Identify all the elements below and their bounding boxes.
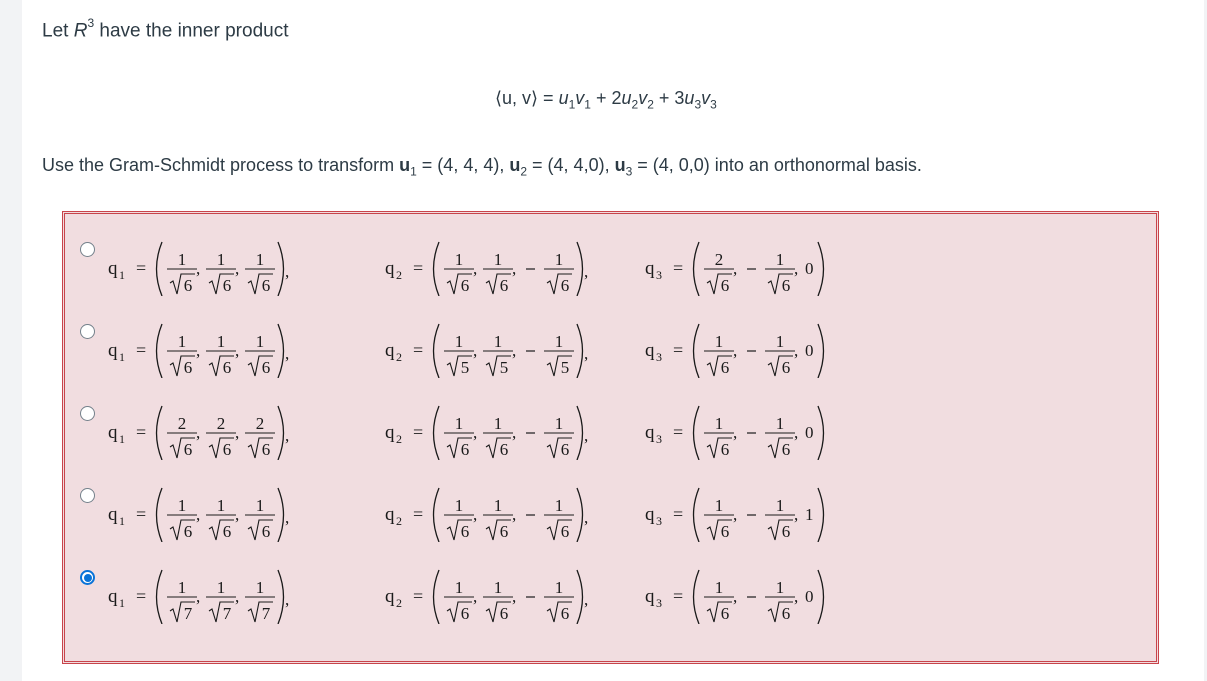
- comma: ,: [794, 341, 799, 360]
- comma: ,: [794, 587, 799, 606]
- denominator: 6: [720, 358, 730, 377]
- numerator: 1: [255, 578, 265, 597]
- left-paren: [157, 324, 163, 378]
- inner-product-formula: ⟨u, v⟩ = $u_1v_1 + 2u_2v_2 + 3u_3v_3$: [495, 88, 717, 112]
- equals-sign: =: [413, 504, 424, 524]
- left-paren: [157, 242, 163, 296]
- q2-label: q: [385, 340, 395, 361]
- q1-label: q: [108, 258, 118, 279]
- comma: ,: [512, 505, 517, 524]
- denominator: 6: [183, 440, 193, 459]
- q2-label: q: [385, 258, 395, 279]
- q1-component-3: [245, 414, 275, 459]
- comma: ,: [794, 505, 799, 524]
- denominator: 6: [261, 522, 271, 541]
- numerator: 2: [216, 414, 226, 433]
- numerator: 1: [216, 250, 226, 269]
- option-vectors: [105, 542, 865, 624]
- numerator: 1: [554, 250, 564, 269]
- q2-component-2: [483, 332, 513, 377]
- numerator: 1: [216, 496, 226, 515]
- answer-option-2[interactable]: [65, 296, 1156, 378]
- answer-option-4[interactable]: [65, 460, 1156, 542]
- right-paren: [278, 242, 284, 296]
- comma: ,: [196, 587, 201, 606]
- q1-component-1: [167, 250, 197, 295]
- numerator: 1: [177, 578, 187, 597]
- answer-option-1[interactable]: [65, 214, 1156, 296]
- comma: ,: [473, 259, 478, 278]
- left-paren: [434, 570, 440, 624]
- q2-subscript: 2: [396, 432, 402, 446]
- equals-sign: =: [673, 504, 684, 524]
- numerator: 1: [554, 414, 564, 433]
- denominator: 6: [720, 440, 730, 459]
- numerator: 1: [454, 250, 464, 269]
- comma: ,: [235, 505, 240, 524]
- numerator: 1: [493, 250, 503, 269]
- q2-component-3: [526, 250, 574, 295]
- numerator: 1: [454, 496, 464, 515]
- denominator: 6: [222, 440, 232, 459]
- left-paren: [434, 324, 440, 378]
- comma: ,: [512, 259, 517, 278]
- denominator: 6: [460, 522, 470, 541]
- right-paren: [818, 488, 824, 542]
- comma: ,: [794, 423, 799, 442]
- equals-sign: =: [136, 258, 147, 278]
- numerator: 1: [177, 496, 187, 515]
- q1-subscript: 1: [119, 514, 125, 528]
- comma: ,: [733, 587, 738, 606]
- comma: ,: [512, 423, 517, 442]
- denominator: 6: [781, 440, 791, 459]
- denominator: 6: [560, 604, 570, 623]
- q2-component-3: [526, 332, 574, 377]
- q1-subscript: 1: [119, 268, 125, 282]
- comma: ,: [235, 587, 240, 606]
- q3-component-3: 0: [805, 341, 814, 360]
- q1-component-3: [245, 578, 275, 623]
- comma: ,: [196, 259, 201, 278]
- comma: ,: [285, 426, 290, 445]
- numerator: 1: [216, 332, 226, 351]
- q3-subscript: 3: [656, 596, 662, 610]
- numerator: 2: [177, 414, 187, 433]
- q2-subscript: 2: [396, 350, 402, 364]
- denominator: 7: [183, 604, 193, 623]
- numerator: 1: [216, 578, 226, 597]
- q3-label: q: [645, 504, 655, 525]
- numerator: 2: [714, 250, 724, 269]
- question-intro: Let $R^3$ have the inner product: [42, 16, 289, 42]
- q2-component-1: [444, 250, 474, 295]
- q3-component-3: 0: [805, 423, 814, 442]
- right-paren: [577, 406, 583, 460]
- numerator: 1: [775, 578, 785, 597]
- q1-component-1: [167, 496, 197, 541]
- q3-component-3: 1: [805, 505, 814, 524]
- q2-component-3: [526, 578, 574, 623]
- equals-sign: =: [673, 422, 684, 442]
- numerator: 1: [775, 250, 785, 269]
- left-paren: [694, 242, 700, 296]
- right-paren: [818, 242, 824, 296]
- equals-sign: =: [136, 504, 147, 524]
- comma: ,: [473, 587, 478, 606]
- numerator: 1: [493, 332, 503, 351]
- numerator: 2: [255, 414, 265, 433]
- q1-subscript: 1: [119, 432, 125, 446]
- equals-sign: =: [413, 340, 424, 360]
- q2-label: q: [385, 504, 395, 525]
- comma: ,: [235, 423, 240, 442]
- comma: ,: [584, 344, 589, 363]
- comma: ,: [235, 259, 240, 278]
- denominator: 5: [560, 358, 570, 377]
- comma: ,: [285, 590, 290, 609]
- right-paren: [278, 406, 284, 460]
- q2-label: q: [385, 586, 395, 607]
- numerator: 1: [493, 578, 503, 597]
- equals-sign: =: [413, 422, 424, 442]
- denominator: 6: [720, 276, 730, 295]
- equals-sign: =: [136, 586, 147, 606]
- denominator: 6: [781, 276, 791, 295]
- numerator: 1: [493, 496, 503, 515]
- q2-subscript: 2: [396, 268, 402, 282]
- left-paren: [694, 488, 700, 542]
- denominator: 5: [499, 358, 509, 377]
- numerator: 1: [554, 578, 564, 597]
- denominator: 6: [222, 522, 232, 541]
- option-vectors: [105, 296, 865, 378]
- left-paren: [434, 242, 440, 296]
- q1-label: q: [108, 422, 118, 443]
- right-paren: [577, 488, 583, 542]
- q3-component-1: [704, 414, 734, 459]
- q1-component-2: [206, 332, 236, 377]
- right-paren: [818, 570, 824, 624]
- numerator: 1: [177, 332, 187, 351]
- numerator: 1: [255, 496, 265, 515]
- comma: ,: [196, 505, 201, 524]
- equals-sign: =: [673, 258, 684, 278]
- denominator: 6: [560, 440, 570, 459]
- option-vectors: [105, 214, 865, 296]
- q2-subscript: 2: [396, 596, 402, 610]
- numerator: 1: [454, 414, 464, 433]
- comma: ,: [733, 505, 738, 524]
- q2-component-2: [483, 414, 513, 459]
- q3-label: q: [645, 258, 655, 279]
- numerator: 1: [714, 414, 724, 433]
- q3-subscript: 3: [656, 350, 662, 364]
- left-paren: [157, 406, 163, 460]
- denominator: 7: [261, 604, 271, 623]
- q1-component-1: [167, 332, 197, 377]
- task-text: Use the Gram-Schmidt process to transform $u_1 = (4$, 4, 4), $u_2 = (4$, 4,0), $u_3 = (4$, 0,0) into an orthonormal basis.: [42, 155, 922, 179]
- q3-component-2: [747, 414, 795, 459]
- radio-button[interactable]: [80, 488, 95, 503]
- left-paren: [694, 406, 700, 460]
- denominator: 6: [499, 604, 509, 623]
- comma: ,: [473, 341, 478, 360]
- right-paren: [577, 242, 583, 296]
- q1-component-2: [206, 578, 236, 623]
- numerator: 1: [493, 414, 503, 433]
- equals-sign: =: [136, 422, 147, 442]
- q1-subscript: 1: [119, 596, 125, 610]
- q1-component-2: [206, 250, 236, 295]
- denominator: 6: [720, 522, 730, 541]
- q3-component-3: 0: [805, 587, 814, 606]
- radio-button[interactable]: [80, 242, 95, 257]
- q1-component-3: [245, 332, 275, 377]
- numerator: 1: [454, 578, 464, 597]
- q1-label: q: [108, 586, 118, 607]
- denominator: 6: [781, 358, 791, 377]
- denominator: 6: [183, 522, 193, 541]
- comma: ,: [733, 259, 738, 278]
- comma: ,: [733, 341, 738, 360]
- numerator: 1: [775, 332, 785, 351]
- q3-label: q: [645, 586, 655, 607]
- denominator: 6: [499, 276, 509, 295]
- q3-component-2: [747, 250, 795, 295]
- equals-sign: =: [673, 340, 684, 360]
- q3-subscript: 3: [656, 432, 662, 446]
- q3-component-2: [747, 578, 795, 623]
- left-paren: [434, 406, 440, 460]
- left-paren: [694, 570, 700, 624]
- denominator: 6: [460, 440, 470, 459]
- q1-label: q: [108, 504, 118, 525]
- comma: ,: [196, 423, 201, 442]
- q3-component-1: [704, 578, 734, 623]
- numerator: 1: [714, 496, 724, 515]
- numerator: 1: [177, 250, 187, 269]
- q1-label: q: [108, 340, 118, 361]
- right-paren: [278, 488, 284, 542]
- comma: ,: [584, 262, 589, 281]
- q1-component-2: [206, 414, 236, 459]
- comma: ,: [473, 505, 478, 524]
- q1-component-2: [206, 496, 236, 541]
- option-vectors: [105, 378, 865, 460]
- comma: ,: [196, 341, 201, 360]
- denominator: 6: [460, 604, 470, 623]
- numerator: 1: [554, 496, 564, 515]
- denominator: 6: [781, 604, 791, 623]
- q1-component-3: [245, 496, 275, 541]
- numerator: 1: [454, 332, 464, 351]
- denominator: 5: [460, 358, 470, 377]
- comma: ,: [584, 508, 589, 527]
- question-card: [22, 0, 1204, 681]
- denominator: 6: [460, 276, 470, 295]
- denominator: 6: [499, 522, 509, 541]
- q3-component-2: [747, 332, 795, 377]
- q3-subscript: 3: [656, 268, 662, 282]
- radio-button[interactable]: [80, 406, 95, 421]
- q2-component-1: [444, 496, 474, 541]
- right-paren: [818, 406, 824, 460]
- q3-label: q: [645, 340, 655, 361]
- right-paren: [818, 324, 824, 378]
- q2-component-2: [483, 496, 513, 541]
- comma: ,: [285, 262, 290, 281]
- right-paren: [278, 324, 284, 378]
- q2-component-1: [444, 578, 474, 623]
- radio-button[interactable]: [80, 570, 95, 585]
- q2-subscript: 2: [396, 514, 402, 528]
- comma: ,: [285, 344, 290, 363]
- q3-component-1: [704, 332, 734, 377]
- q2-component-1: [444, 332, 474, 377]
- numerator: 1: [255, 332, 265, 351]
- comma: ,: [584, 426, 589, 445]
- equals-sign: =: [413, 258, 424, 278]
- q3-component-1: [704, 496, 734, 541]
- radio-button[interactable]: [80, 324, 95, 339]
- numerator: 1: [775, 496, 785, 515]
- left-paren: [434, 488, 440, 542]
- numerator: 1: [554, 332, 564, 351]
- right-paren: [577, 324, 583, 378]
- option-vectors: [105, 460, 865, 542]
- q2-component-1: [444, 414, 474, 459]
- q2-component-3: [526, 414, 574, 459]
- numerator: 1: [255, 250, 265, 269]
- denominator: 6: [183, 358, 193, 377]
- answer-option-5[interactable]: [65, 542, 1156, 624]
- numerator: 1: [714, 578, 724, 597]
- q1-component-3: [245, 250, 275, 295]
- q1-component-1: [167, 414, 197, 459]
- q2-component-2: [483, 578, 513, 623]
- q1-subscript: 1: [119, 350, 125, 364]
- denominator: 7: [222, 604, 232, 623]
- comma: ,: [584, 590, 589, 609]
- equals-sign: =: [673, 586, 684, 606]
- answer-options: [62, 211, 1159, 664]
- denominator: 6: [261, 358, 271, 377]
- q1-component-1: [167, 578, 197, 623]
- q3-label: q: [645, 422, 655, 443]
- denominator: 6: [720, 604, 730, 623]
- denominator: 6: [183, 276, 193, 295]
- comma: ,: [235, 341, 240, 360]
- q2-label: q: [385, 422, 395, 443]
- numerator: 1: [775, 414, 785, 433]
- denominator: 6: [261, 276, 271, 295]
- q3-component-2: [747, 496, 795, 541]
- comma: ,: [473, 423, 478, 442]
- q2-component-3: [526, 496, 574, 541]
- comma: ,: [794, 259, 799, 278]
- denominator: 6: [560, 276, 570, 295]
- denominator: 6: [222, 358, 232, 377]
- comma: ,: [285, 508, 290, 527]
- answer-option-3[interactable]: [65, 378, 1156, 460]
- comma: ,: [733, 423, 738, 442]
- q3-subscript: 3: [656, 514, 662, 528]
- denominator: 6: [499, 440, 509, 459]
- q3-component-3: 0: [805, 259, 814, 278]
- right-paren: [577, 570, 583, 624]
- denominator: 6: [781, 522, 791, 541]
- left-paren: [157, 488, 163, 542]
- denominator: 6: [261, 440, 271, 459]
- denominator: 6: [560, 522, 570, 541]
- equals-sign: =: [136, 340, 147, 360]
- numerator: 1: [714, 332, 724, 351]
- q3-component-1: [704, 250, 734, 295]
- left-paren: [157, 570, 163, 624]
- right-paren: [278, 570, 284, 624]
- equals-sign: =: [413, 586, 424, 606]
- comma: ,: [512, 587, 517, 606]
- comma: ,: [512, 341, 517, 360]
- q2-component-2: [483, 250, 513, 295]
- left-paren: [694, 324, 700, 378]
- denominator: 6: [222, 276, 232, 295]
